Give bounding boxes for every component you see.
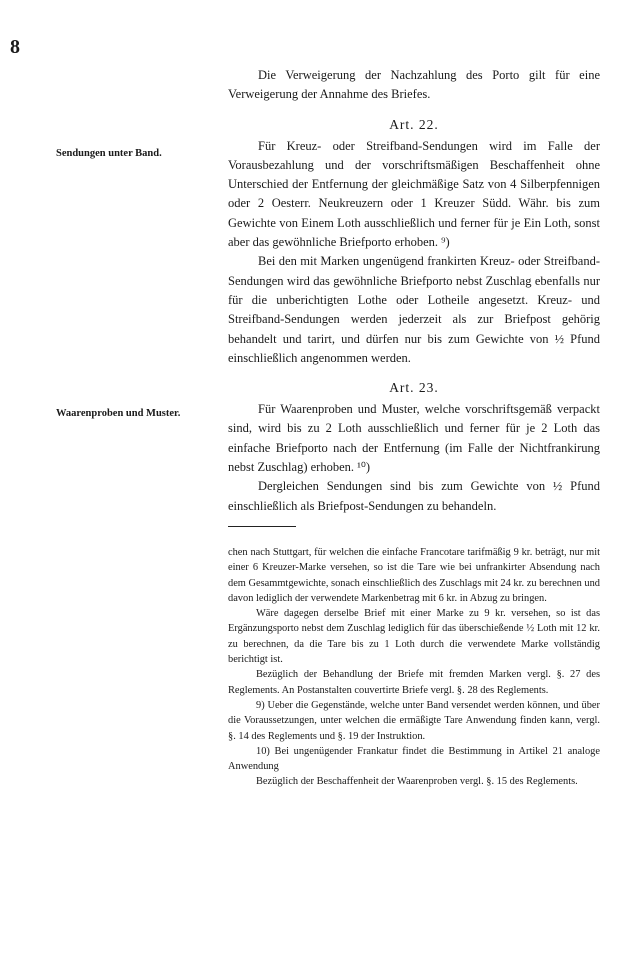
sidenote-art22: Sendungen unter Band.: [56, 148, 162, 159]
sidenote-art23: Waarenproben und Muster.: [56, 408, 181, 419]
article-23-paragraph-2: Dergleichen Sendungen sind bis zum Gewichte von ½ Pfund einschließlich als Briefpost-Sendungen zu behandeln.: [228, 479, 600, 513]
footnote-9: 9) Ueber die Gegenstände, welche unter Band versendet werden können, und über die Voraussetzungen, unter welchen die ermäßigte Tare Anwendung finden kann, vergl. §. 14 des Reglements und §. 19 der Instruktion.: [228, 699, 600, 742]
intro-paragraph: Die Verweigerung der Nachzahlung des Porto gilt für eine Verweigerung der Annahme des Briefes.: [228, 68, 600, 102]
article-22-heading: Art. 22.: [389, 116, 439, 132]
article-22-paragraph-2: Bei den mit Marken ungenügend frankirten Kreuz- oder Streifband-Sendungen wird das gewöhnliche Briefporto nebst Zuschlag ebenfalls nur für die unberichtigten Lothe oder Lotheile angesetzt. Kreuz- und Streifband-Sendungen werden jederzeit als zur Briefpost gehörig behandelt und tarirt, und dürfen nur bis zum Gewichte von ½ Pfund einschließlich angenommen werden.: [228, 254, 600, 365]
main-text: [228, 66, 600, 516]
article-22-paragraph-1: Für Kreuz- oder Streifband-Sendungen wird im Falle der Vorausbezahlung und der vorschriftsmäßigen Beschaffenheit ohne Unterschied der Entfernung der gleichmäßige Satz von 4 Silberpfennigen oder 2 Oesterr. Neukreuzern oder 1 Kreuzer Südd. Währ. bis zum Gewichte von Einem Loth ausschließlich und ferner für je Ein Loth, sonst aber das gewöhnliche Briefporto erhoben. ⁹): [228, 138, 600, 250]
footnote-paragraph: Wäre dagegen derselbe Brief mit einer Marke zu 9 kr. versehen, so ist das Ergänzungsporto nebst dem Zuschlag lediglich für das überschießende ½ Loth mit 12 kr. zu berechnen, da die Tare bis zu 1 Loth durch die verwendete Marke vollständig berichtigt ist.: [228, 608, 600, 666]
footnote-continuation: chen nach Stuttgart, für welchen die einfache Francotare tarifmäßig 9 kr. beträgt, nur mit einer 6 Kreuzer-Marke versehen, so ist die Tare wie bei unfrankirter Absendung nach dem Gesammtgewichte, sonach einschließlich des Zuschlags mit 24 kr. zu berechnen und davon lediglich der verwendete Markenbetrag mit 6 kr. in Abzug zu bringen.: [228, 547, 600, 604]
article-23-paragraph-1: Für Waarenproben und Muster, welche vorschriftsgemäß verpackt sind, wird bis zu 2 Loth ausschließlich und ferner für je 2 Loth das einfache Briefporto nach der Entfernung (im Falle der Nichtfrankirung nebst Zuschlag) erhoben. ¹⁰): [228, 402, 600, 475]
footnote-10-continuation: Bezüglich der Beschaffenheit der Waarenproben vergl. §. 15 des Reglements.: [256, 776, 578, 788]
footnote-10: 10) Bei ungenügender Frankatur findet die Bestimmung in Artikel 21 analoge Anwendung: [228, 745, 600, 773]
footnotes: [228, 545, 600, 790]
footnote-paragraph: Bezüglich der Behandlung der Briefe mit fremden Marken vergl. §. 27 des Reglements. An Postanstalten couvertirte Briefe vergl. §. 28 des Reglements.: [228, 669, 600, 696]
footnote-divider: [228, 526, 296, 527]
page-number: 8: [10, 36, 20, 58]
article-23-heading: Art. 23.: [389, 380, 439, 396]
